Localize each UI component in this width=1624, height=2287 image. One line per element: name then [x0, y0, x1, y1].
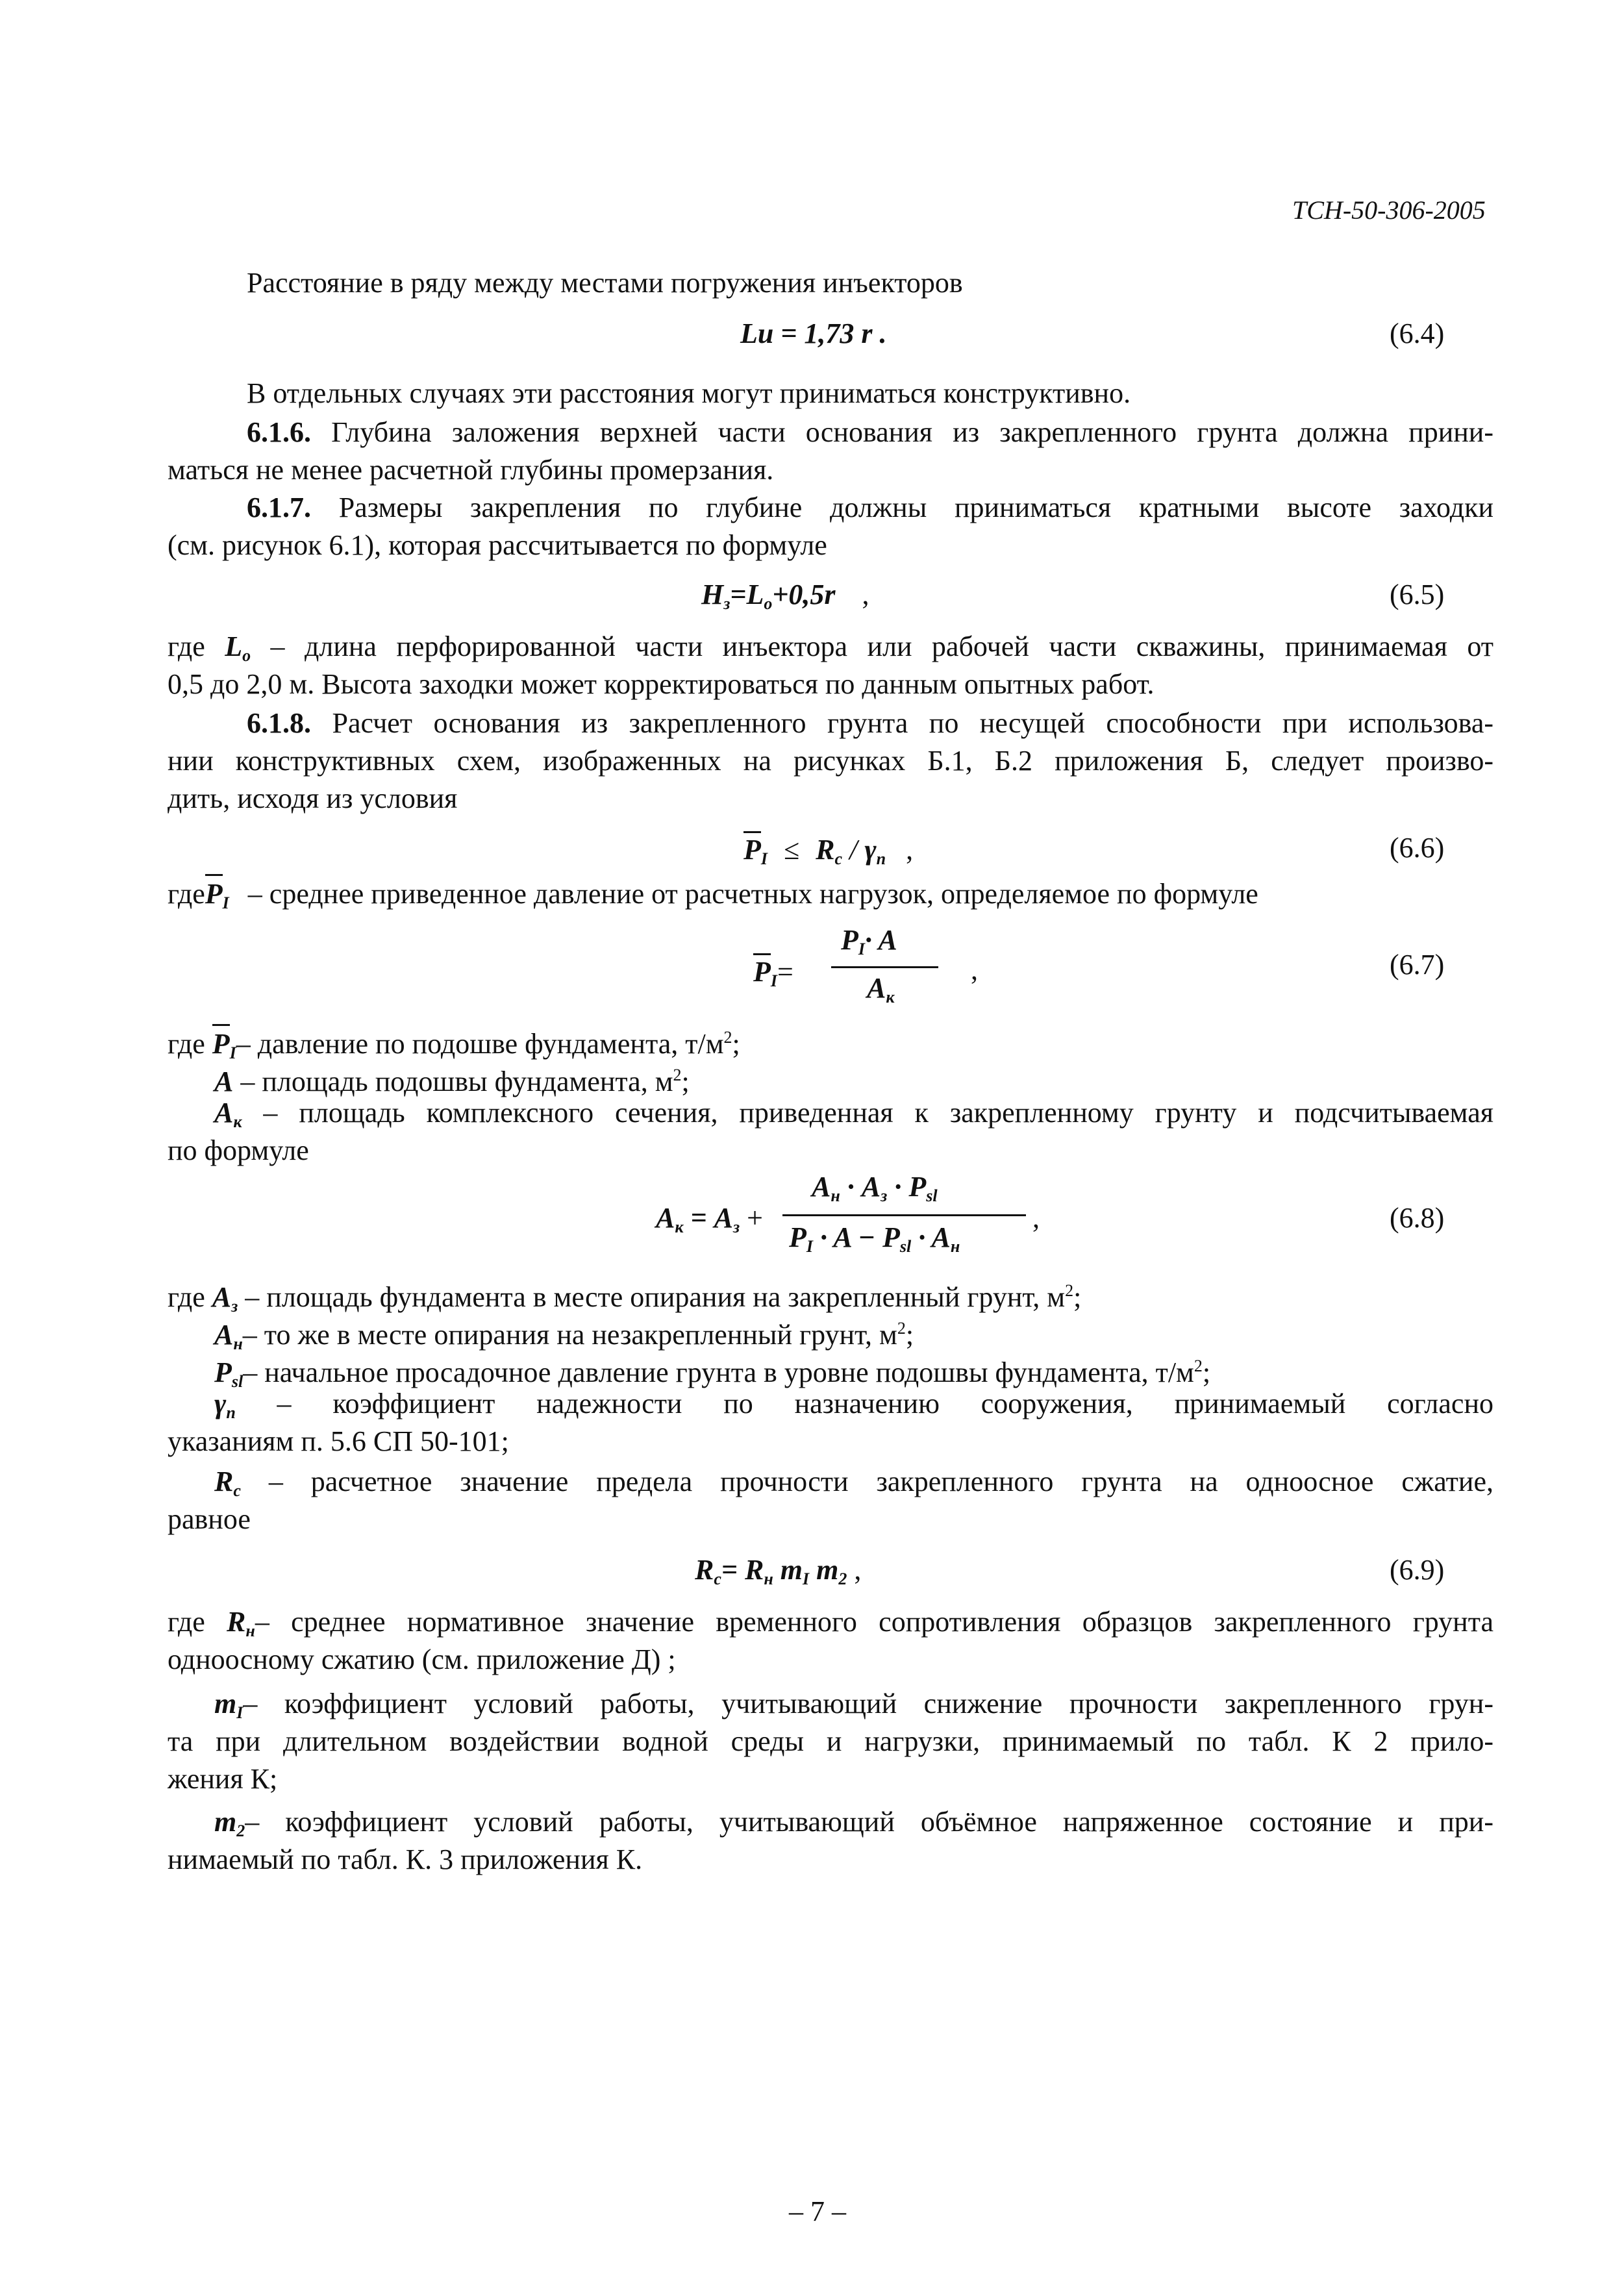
formula-6-8-lhs: $A_к = A_з$ +: [656, 1202, 763, 1236]
formula-6-7-denominator: $A_к$: [867, 972, 895, 1006]
equation-number-6-4: (6.4): [1390, 318, 1445, 349]
def-P-I: где $P_I-$ давление по подошве фундамента, $т/м^2$;: [168, 1019, 740, 1071]
formula-6-4: Lu = 1,73 r .: [740, 318, 887, 349]
def-m1-line1: $m_I-$ коэффициент условий работы, учитывающий снижение прочности закрепленного грун-: [214, 1688, 1493, 1722]
section-6-1-8-line2: нии конструктивных схем, изображенных на рисунках Б.1, Б.2 приложения Б, следует произво-: [168, 745, 1493, 777]
section-text: Размеры закрепления по глубине должны приниматься кратными высоте заходки: [338, 492, 1494, 523]
section-number: 6.1.7.: [247, 492, 311, 523]
def-R-n-line2: одноосному сжатию (см. приложение Д) ;: [168, 1643, 676, 1675]
section-6-1-7-line1: [247, 490, 1493, 526]
section-6-1-7-line2: (см. рисунок 6.1), которая рассчитывается по формуле: [168, 529, 827, 561]
formula-6-8-fraction-line: [782, 1214, 1026, 1216]
def-gamma-n-line1: $\gamma_n$ – коэффициент надежности по назначению сооружения, принимаемый согласно: [214, 1388, 1493, 1422]
section-6-1-6-line1: [247, 414, 1493, 451]
by-formula: по формуле: [168, 1134, 309, 1166]
formula-6-7-fraction-line: [831, 966, 938, 968]
equation-number-6-8: (6.8): [1390, 1202, 1445, 1234]
def-R-c-line1: $R_c$ – расчетное значение предела прочности закрепленного грунта на одноосное сжатие,: [214, 1466, 1493, 1500]
formula-6-8-numerator: $A_н \cdot A_з \cdot P_{sl}$: [812, 1171, 938, 1205]
equation-number-6-6: (6.6): [1390, 832, 1445, 864]
def-A-z: где $A_з$ – площадь фундамента в месте опирания на закрепленный грунт, $м^2$;: [168, 1281, 1082, 1316]
formula-6-7-numerator: $P_I\cdot A$: [841, 924, 897, 958]
def-m1-line2: та при длительном воздействии водной среды и нагрузки, принимаемый по табл. К 2 прило-: [168, 1725, 1493, 1757]
def-R-c-line2: равное: [168, 1503, 251, 1535]
formula-6-5: $H_з=L_o+0,5r$ ,: [701, 579, 869, 613]
section-number: 6.1.6.: [247, 416, 311, 448]
formula-6-6: $P_I \le R_c / \gamma_n$ ,: [743, 831, 913, 869]
section-6-1-8-line3: дить, исходя из условия: [168, 782, 458, 814]
paragraph-constructive: В отдельных случаях эти расстояния могут приниматься конструктивно.: [247, 377, 1131, 409]
formula-6-7-lhs: $P_I=$: [753, 953, 793, 991]
section-text: Расчет основания из закрепленного грунта по несущей способности при использова-: [332, 707, 1494, 739]
formula-6-7-comma: ,: [971, 954, 978, 986]
formula-6-9: $R_c= R_н$ $m_I$ $m_2$ ,: [695, 1554, 862, 1588]
def-P-sl: $P_{sl}-$ начальное просадочное давление грунта в уровне подошвы фундамента, $т/м^2$;: [214, 1356, 1211, 1391]
def-R-n-line1: где $R_н-$ среднее нормативное значение временного сопротивления образцов закрепленного грунта: [168, 1606, 1494, 1640]
formula-6-8-comma: ,: [1032, 1202, 1040, 1234]
def-m2-line2: нимаемый по табл. К. 3 приложения К.: [168, 1843, 643, 1875]
equation-number-6-9: (6.9): [1390, 1554, 1445, 1586]
def-m2-line1: $m_2-$ коэффициент условий работы, учитывающий объёмное напряженное состояние и при-: [214, 1806, 1493, 1840]
def-A-n: $A_н-$ то же в месте опирания на незакрепленный грунт, $м^2$;: [214, 1319, 914, 1353]
equation-number-6-5: (6.5): [1390, 579, 1445, 610]
def-gamma-n-line2: указаниям п. 5.6 СП 50-101;: [168, 1425, 509, 1457]
page-number: – 7 –: [789, 2195, 846, 2227]
section-text: Глубина заложения верхней части основания из закрепленного грунта должна прини-: [331, 416, 1493, 448]
equation-number-6-7: (6.7): [1390, 949, 1445, 981]
section-number: 6.1.8.: [247, 707, 311, 739]
where-L0-line2: 0,5 до 2,0 м. Высота заходки может корректироваться по данным опытных работ.: [168, 668, 1155, 700]
where-L0-line1: где $L_o$ – длина перфорированной части инъектора или рабочей части скважины, принимаемая от: [168, 631, 1494, 665]
paragraph-injector-spacing: Расстояние в ряду между местами погружения инъекторов: [247, 267, 963, 299]
where-P-mean: гдеP$_I$ – среднее приведенное давление от расчетных нагрузок, определяемое по формуле: [168, 874, 1258, 921]
section-6-1-6-line2: маться не менее расчетной глубины промерзания.: [168, 454, 774, 486]
def-m1-line3: жения К;: [168, 1763, 278, 1795]
formula-6-8-denominator: $P_I \cdot A - P_{sl} \cdot A_н$: [789, 1221, 960, 1256]
def-A-k: $A_к$ – площадь комплексного сечения, приведенная к закрепленному грунту и подсчитываемая: [214, 1097, 1493, 1131]
document-code: ТСН-50-306-2005: [1292, 195, 1486, 225]
section-6-1-8-line1: [247, 705, 1493, 742]
def-A: A – площадь подошвы фундамента, $м^2$;: [214, 1066, 690, 1097]
